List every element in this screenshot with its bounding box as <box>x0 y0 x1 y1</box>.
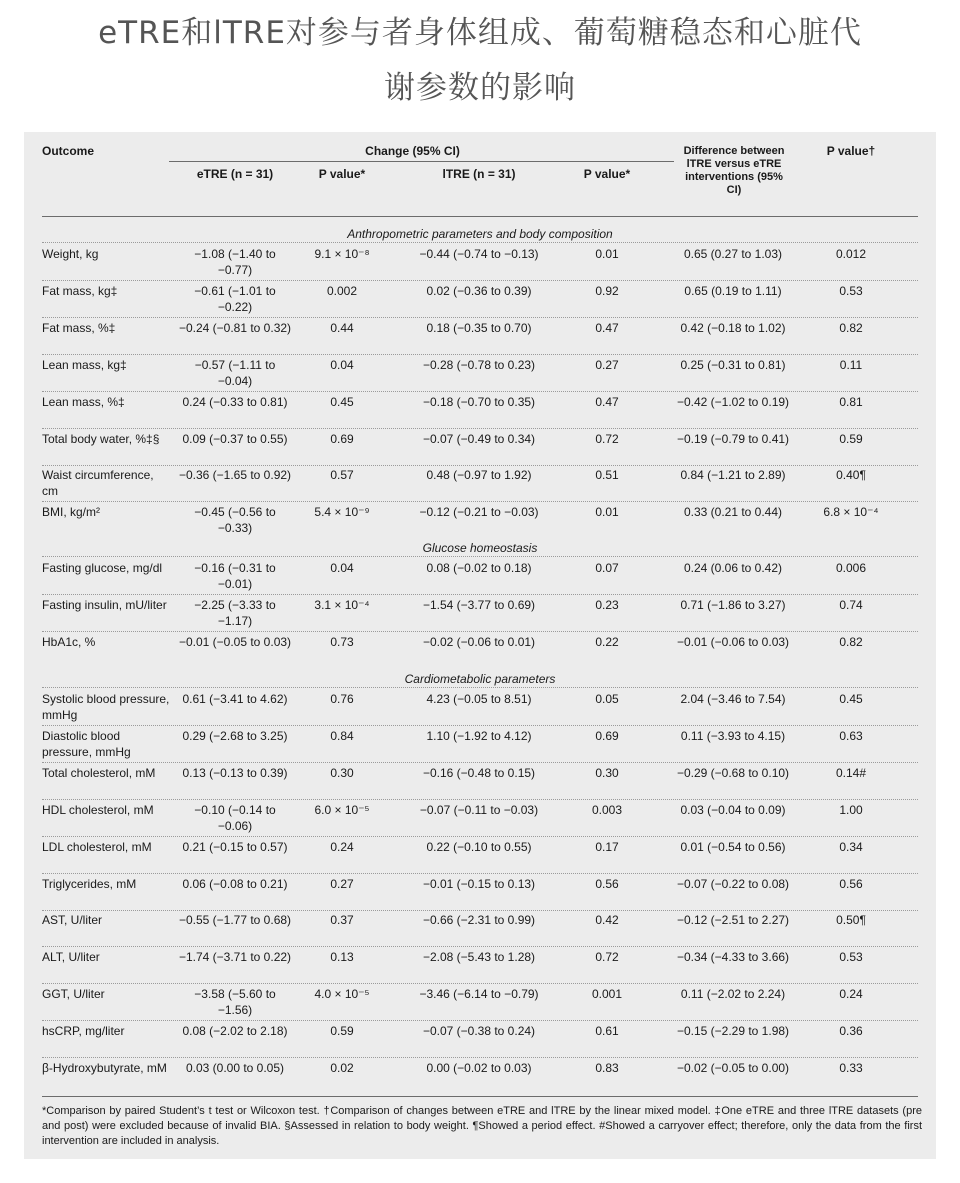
row-separator <box>42 391 918 392</box>
outcome-cell: Total cholesterol, mM <box>42 765 156 780</box>
ltre-pvalue-cell: 0.05 <box>595 692 619 706</box>
ltre-pvalue-cell: 0.56 <box>595 876 619 891</box>
row-separator <box>42 1057 918 1058</box>
header-ltre: lTRE (n = 31) <box>442 167 516 181</box>
change-underline <box>169 161 674 162</box>
ltre-pvalue-cell: 0.01 <box>595 247 619 261</box>
difference-pvalue-cell: 0.82 <box>839 320 863 335</box>
ltre-pvalue-cell: 0.01 <box>595 505 619 520</box>
difference-cell: 2.04 (−3.46 to 7.54) <box>680 692 786 706</box>
etre-pvalue-cell: 0.59 <box>330 1024 354 1039</box>
row-separator <box>42 1020 918 1021</box>
difference-cell: 0.65 (0.27 to 1.03) <box>683 247 783 261</box>
ltre-pvalue-cell: 0.51 <box>595 468 619 483</box>
difference-pvalue-cell: 0.11 <box>839 357 863 372</box>
ltre-change-cell: 4.23 (−0.05 to 8.51) <box>426 692 532 706</box>
etre-change-cell: −0.57 (−1.11 to −0.04) <box>194 357 276 388</box>
etre-pvalue-cell: 3.1 × 10⁻⁴ <box>314 597 370 612</box>
difference-pvalue-cell: 6.8 × 10⁻⁴ <box>823 505 879 520</box>
ltre-pvalue-cell: 0.69 <box>595 728 619 743</box>
ltre-pvalue-cell: 0.47 <box>595 394 619 409</box>
row-separator <box>42 799 918 800</box>
difference-pvalue-cell: 0.59 <box>839 431 863 446</box>
etre-change-cell: −0.01 (−0.05 to 0.03) <box>178 634 292 649</box>
row-separator <box>42 428 918 429</box>
etre-pvalue-cell: 0.37 <box>330 913 354 928</box>
difference-pvalue-cell: 0.012 <box>835 247 867 261</box>
etre-pvalue-cell: 4.0 × 10⁻⁵ <box>314 987 370 1002</box>
difference-cell: 0.71 (−1.86 to 3.27) <box>680 597 786 612</box>
etre-change-cell: 0.61 (−3.41 to 4.62) <box>182 692 288 706</box>
ltre-change-cell: −0.12 (−0.21 to −0.03) <box>419 505 539 520</box>
difference-cell: −0.29 (−0.68 to 0.10) <box>676 765 790 780</box>
outcome-cell: BMI, kg/m² <box>42 505 101 520</box>
etre-change-cell: −0.55 (−1.77 to 0.68) <box>178 913 292 928</box>
results-table <box>24 132 936 1159</box>
row-separator <box>42 631 918 632</box>
ltre-pvalue-cell: 0.72 <box>595 950 619 965</box>
etre-pvalue-cell: 0.27 <box>330 876 354 891</box>
difference-cell: 0.65 (0.19 to 1.11) <box>684 283 782 298</box>
outcome-cell: ALT, U/liter <box>42 950 100 965</box>
row-separator <box>42 687 918 688</box>
etre-change-cell: 0.06 (−0.08 to 0.21) <box>182 876 288 891</box>
ltre-change-cell: −2.08 (−5.43 to 1.28) <box>422 950 536 965</box>
outcome-cell: LDL cholesterol, mM <box>42 839 152 854</box>
difference-cell: 0.33 (0.21 to 0.44) <box>683 505 783 520</box>
difference-pvalue-cell: 0.40¶ <box>836 468 866 483</box>
ltre-pvalue-cell: 0.42 <box>595 913 619 928</box>
ltre-change-cell: 0.08 (−0.02 to 0.18) <box>426 561 532 575</box>
difference-pvalue-cell: 0.33 <box>839 1061 863 1075</box>
outcome-cell: Weight, kg <box>42 247 99 261</box>
etre-change-cell: −2.25 (−3.33 to −1.17) <box>194 597 276 628</box>
ltre-change-cell: 0.00 (−0.02 to 0.03) <box>426 1061 532 1075</box>
difference-pvalue-cell: 0.006 <box>835 561 867 575</box>
etre-pvalue-cell: 6.0 × 10⁻⁵ <box>314 802 370 817</box>
ltre-pvalue-cell: 0.22 <box>595 634 619 649</box>
etre-change-cell: 0.08 (−2.02 to 2.18) <box>182 1024 288 1039</box>
table-bottom-rule <box>42 1096 918 1097</box>
ltre-change-cell: −1.54 (−3.77 to 0.69) <box>422 597 536 612</box>
outcome-cell: Fasting glucose, mg/dl <box>42 561 163 575</box>
difference-pvalue-cell: 0.24 <box>839 987 863 1002</box>
etre-change-cell: −0.36 (−1.65 to 0.92) <box>178 468 292 483</box>
ltre-change-cell: −0.07 (−0.38 to 0.24) <box>422 1024 536 1039</box>
header-difference: Difference between lTRE versus eTRE interventions (95% CI) <box>683 145 785 196</box>
difference-pvalue-cell: 0.63 <box>839 728 863 743</box>
difference-cell: −0.15 (−2.29 to 1.98) <box>676 1024 790 1039</box>
outcome-cell: Total body water, %‡§ <box>42 431 160 446</box>
outcome-cell: AST, U/liter <box>42 913 103 928</box>
difference-cell: 0.25 (−0.31 to 0.81) <box>680 357 786 372</box>
difference-cell: 0.11 (−3.93 to 4.15) <box>680 728 786 743</box>
ltre-pvalue-cell: 0.001 <box>591 987 623 1002</box>
etre-change-cell: −1.74 (−3.71 to 0.22) <box>178 950 292 965</box>
ltre-pvalue-cell: 0.003 <box>591 802 623 817</box>
ltre-pvalue-cell: 0.83 <box>595 1061 619 1075</box>
etre-pvalue-cell: 0.04 <box>330 561 354 575</box>
ltre-change-cell: −0.01 (−0.15 to 0.13) <box>422 876 536 891</box>
difference-cell: 0.03 (−0.04 to 0.09) <box>680 802 786 817</box>
ltre-change-cell: −0.02 (−0.06 to 0.01) <box>422 634 536 649</box>
section-heading: Glucose homeostasis <box>422 541 538 555</box>
row-separator <box>42 594 918 595</box>
difference-cell: 0.01 (−0.54 to 0.56) <box>680 839 786 854</box>
ltre-change-cell: −0.66 (−2.31 to 0.99) <box>422 913 536 928</box>
etre-pvalue-cell: 0.02 <box>330 1061 354 1075</box>
ltre-change-cell: −0.16 (−0.48 to 0.15) <box>422 765 536 780</box>
row-separator <box>42 910 918 911</box>
difference-cell: 0.84 (−1.21 to 2.89) <box>680 468 786 483</box>
difference-pvalue-cell: 0.53 <box>839 950 863 965</box>
etre-pvalue-cell: 0.76 <box>330 692 354 706</box>
outcome-cell: Fat mass, kg‡ <box>42 283 118 298</box>
row-separator <box>42 317 918 318</box>
ltre-change-cell: −3.46 (−6.14 to −0.79) <box>419 987 539 1002</box>
etre-change-cell: −0.16 (−0.31 to −0.01) <box>194 561 276 591</box>
row-separator <box>42 556 918 557</box>
difference-cell: 0.11 (−2.02 to 2.24) <box>680 987 786 1002</box>
ltre-pvalue-cell: 0.47 <box>595 320 619 335</box>
difference-cell: −0.12 (−2.51 to 2.27) <box>676 913 790 928</box>
difference-pvalue-cell: 0.53 <box>839 283 863 298</box>
difference-pvalue-cell: 0.74 <box>839 597 863 612</box>
title-line-2: 谢参数的影响 <box>384 70 576 106</box>
etre-pvalue-cell: 0.04 <box>330 357 354 372</box>
outcome-cell: Triglycerides, mM <box>42 876 137 891</box>
outcome-cell: HDL cholesterol, mM <box>42 802 154 817</box>
row-separator <box>42 725 918 726</box>
etre-change-cell: 0.21 (−0.15 to 0.57) <box>182 839 288 854</box>
row-separator <box>42 873 918 874</box>
ltre-change-cell: 0.48 (−0.97 to 1.92) <box>426 468 532 483</box>
etre-pvalue-cell: 0.45 <box>330 394 354 409</box>
difference-cell: 0.42 (−0.18 to 1.02) <box>680 320 786 335</box>
page-title <box>0 6 960 116</box>
etre-change-cell: −0.61 (−1.01 to −0.22) <box>194 283 276 314</box>
difference-pvalue-cell: 1.00 <box>839 802 863 817</box>
etre-change-cell: −1.08 (−1.40 to −0.77) <box>194 247 276 277</box>
row-separator <box>42 242 918 243</box>
ltre-pvalue-cell: 0.23 <box>595 597 619 612</box>
etre-pvalue-cell: 0.73 <box>330 634 354 649</box>
ltre-change-cell: 0.18 (−0.35 to 0.70) <box>426 320 532 335</box>
etre-pvalue-cell: 0.84 <box>330 728 354 743</box>
header-pvalue-etre: P value* <box>318 167 366 181</box>
section-heading: Anthropometric parameters and body composition <box>347 227 613 241</box>
etre-change-cell: −0.10 (−0.14 to −0.06) <box>194 802 276 833</box>
ltre-change-cell: −0.44 (−0.74 to −0.13) <box>419 247 539 261</box>
row-separator <box>42 280 918 281</box>
outcome-cell: HbA1c, % <box>42 634 96 649</box>
header-pvalue-ltre: P value* <box>583 167 631 181</box>
difference-pvalue-cell: 0.81 <box>839 394 863 409</box>
ltre-pvalue-cell: 0.92 <box>595 283 619 298</box>
ltre-change-cell: 0.22 (−0.10 to 0.55) <box>426 839 532 854</box>
ltre-pvalue-cell: 0.61 <box>595 1024 619 1039</box>
etre-pvalue-cell: 0.13 <box>330 950 354 965</box>
ltre-change-cell: −0.07 (−0.49 to 0.34) <box>422 431 536 446</box>
header-change: Change (95% CI) <box>365 144 460 158</box>
etre-pvalue-cell: 0.24 <box>330 839 354 854</box>
etre-change-cell: −3.58 (−5.60 to −1.56) <box>194 987 276 1018</box>
ltre-pvalue-cell: 0.17 <box>595 839 619 854</box>
ltre-pvalue-cell: 0.27 <box>595 357 619 372</box>
difference-pvalue-cell: 0.14# <box>835 765 867 780</box>
difference-cell: −0.02 (−0.05 to 0.00) <box>676 1061 790 1075</box>
difference-cell: −0.07 (−0.22 to 0.08) <box>676 876 790 891</box>
section-heading: Cardiometabolic parameters <box>404 672 556 686</box>
outcome-cell: hsCRP, mg/liter <box>42 1024 125 1039</box>
ltre-pvalue-cell: 0.30 <box>595 765 619 780</box>
row-separator <box>42 983 918 984</box>
etre-pvalue-cell: 0.69 <box>330 431 354 446</box>
header-bottom-rule <box>42 216 918 217</box>
etre-pvalue-cell: 0.44 <box>330 320 354 335</box>
row-separator <box>42 836 918 837</box>
ltre-pvalue-cell: 0.72 <box>595 431 619 446</box>
etre-change-cell: −0.45 (−0.56 to −0.33) <box>194 505 276 536</box>
etre-pvalue-cell: 9.1 × 10⁻⁸ <box>314 247 370 261</box>
etre-pvalue-cell: 0.002 <box>326 283 358 298</box>
etre-pvalue-cell: 0.57 <box>330 468 354 483</box>
outcome-cell: Diastolic blood pressure, mmHg <box>42 728 131 759</box>
etre-change-cell: 0.29 (−2.68 to 3.25) <box>182 728 288 743</box>
outcome-cell: Waist circumference, cm <box>42 468 154 499</box>
etre-change-cell: 0.03 (0.00 to 0.05) <box>185 1061 285 1075</box>
outcome-cell: Fat mass, %‡ <box>42 320 116 335</box>
difference-pvalue-cell: 0.36 <box>839 1024 863 1039</box>
header-etre: eTRE (n = 31) <box>196 167 274 181</box>
difference-cell: −0.42 (−1.02 to 0.19) <box>676 394 790 409</box>
ltre-change-cell: −0.07 (−0.11 to −0.03) <box>419 802 539 817</box>
footnotes: *Comparison by paired Student’s t test or Wilcoxon test. †Comparison of changes between eTRE and lTRE by the linear mixed model. ‡One eTRE and three lTRE datasets (pre and post) were excluded because of invalid BIA. §Assessed in relation to body weight. ¶Showed a period effect. #Showed a carryover effect; therefore, only the data from the first intervention are included in analysis. <box>42 1105 922 1147</box>
difference-pvalue-cell: 0.34 <box>839 839 863 854</box>
header-pvalue-difference: P value† <box>826 144 876 158</box>
ltre-change-cell: −0.18 (−0.70 to 0.35) <box>422 394 536 409</box>
outcome-cell: Lean mass, %‡ <box>42 394 125 409</box>
difference-pvalue-cell: 0.50¶ <box>836 913 866 928</box>
difference-pvalue-cell: 0.56 <box>839 876 863 891</box>
ltre-pvalue-cell: 0.07 <box>595 561 619 575</box>
row-separator <box>42 465 918 466</box>
etre-pvalue-cell: 0.30 <box>330 765 354 780</box>
difference-cell: −0.19 (−0.79 to 0.41) <box>676 431 790 446</box>
row-separator <box>42 354 918 355</box>
outcome-cell: β-Hydroxybutyrate, mM <box>42 1061 167 1075</box>
title-line-1: eTRE和lTRE对参与者身体组成、葡萄糖稳态和心脏代 <box>98 15 862 51</box>
outcome-cell: Systolic blood pressure, mmHg <box>42 692 170 722</box>
difference-pvalue-cell: 0.45 <box>839 692 863 706</box>
etre-change-cell: −0.24 (−0.81 to 0.32) <box>178 320 292 335</box>
etre-pvalue-cell: 5.4 × 10⁻⁹ <box>314 505 370 520</box>
etre-change-cell: 0.24 (−0.33 to 0.81) <box>182 394 288 409</box>
ltre-change-cell: 1.10 (−1.92 to 4.12) <box>426 728 532 743</box>
outcome-cell: GGT, U/liter <box>42 987 105 1002</box>
ltre-change-cell: −0.28 (−0.78 to 0.23) <box>422 357 536 372</box>
ltre-change-cell: 0.02 (−0.36 to 0.39) <box>426 283 532 298</box>
difference-pvalue-cell: 0.82 <box>839 634 863 649</box>
row-separator <box>42 762 918 763</box>
etre-change-cell: 0.09 (−0.37 to 0.55) <box>182 431 288 446</box>
difference-cell: 0.24 (0.06 to 0.42) <box>683 561 783 575</box>
outcome-cell: Lean mass, kg‡ <box>42 357 127 372</box>
difference-cell: −0.01 (−0.06 to 0.03) <box>676 634 790 649</box>
header-outcome: Outcome <box>42 144 95 158</box>
difference-cell: −0.34 (−4.33 to 3.66) <box>676 950 790 965</box>
etre-change-cell: 0.13 (−0.13 to 0.39) <box>182 765 288 780</box>
outcome-cell: Fasting insulin, mU/liter <box>42 597 167 612</box>
row-separator <box>42 501 918 502</box>
row-separator <box>42 946 918 947</box>
